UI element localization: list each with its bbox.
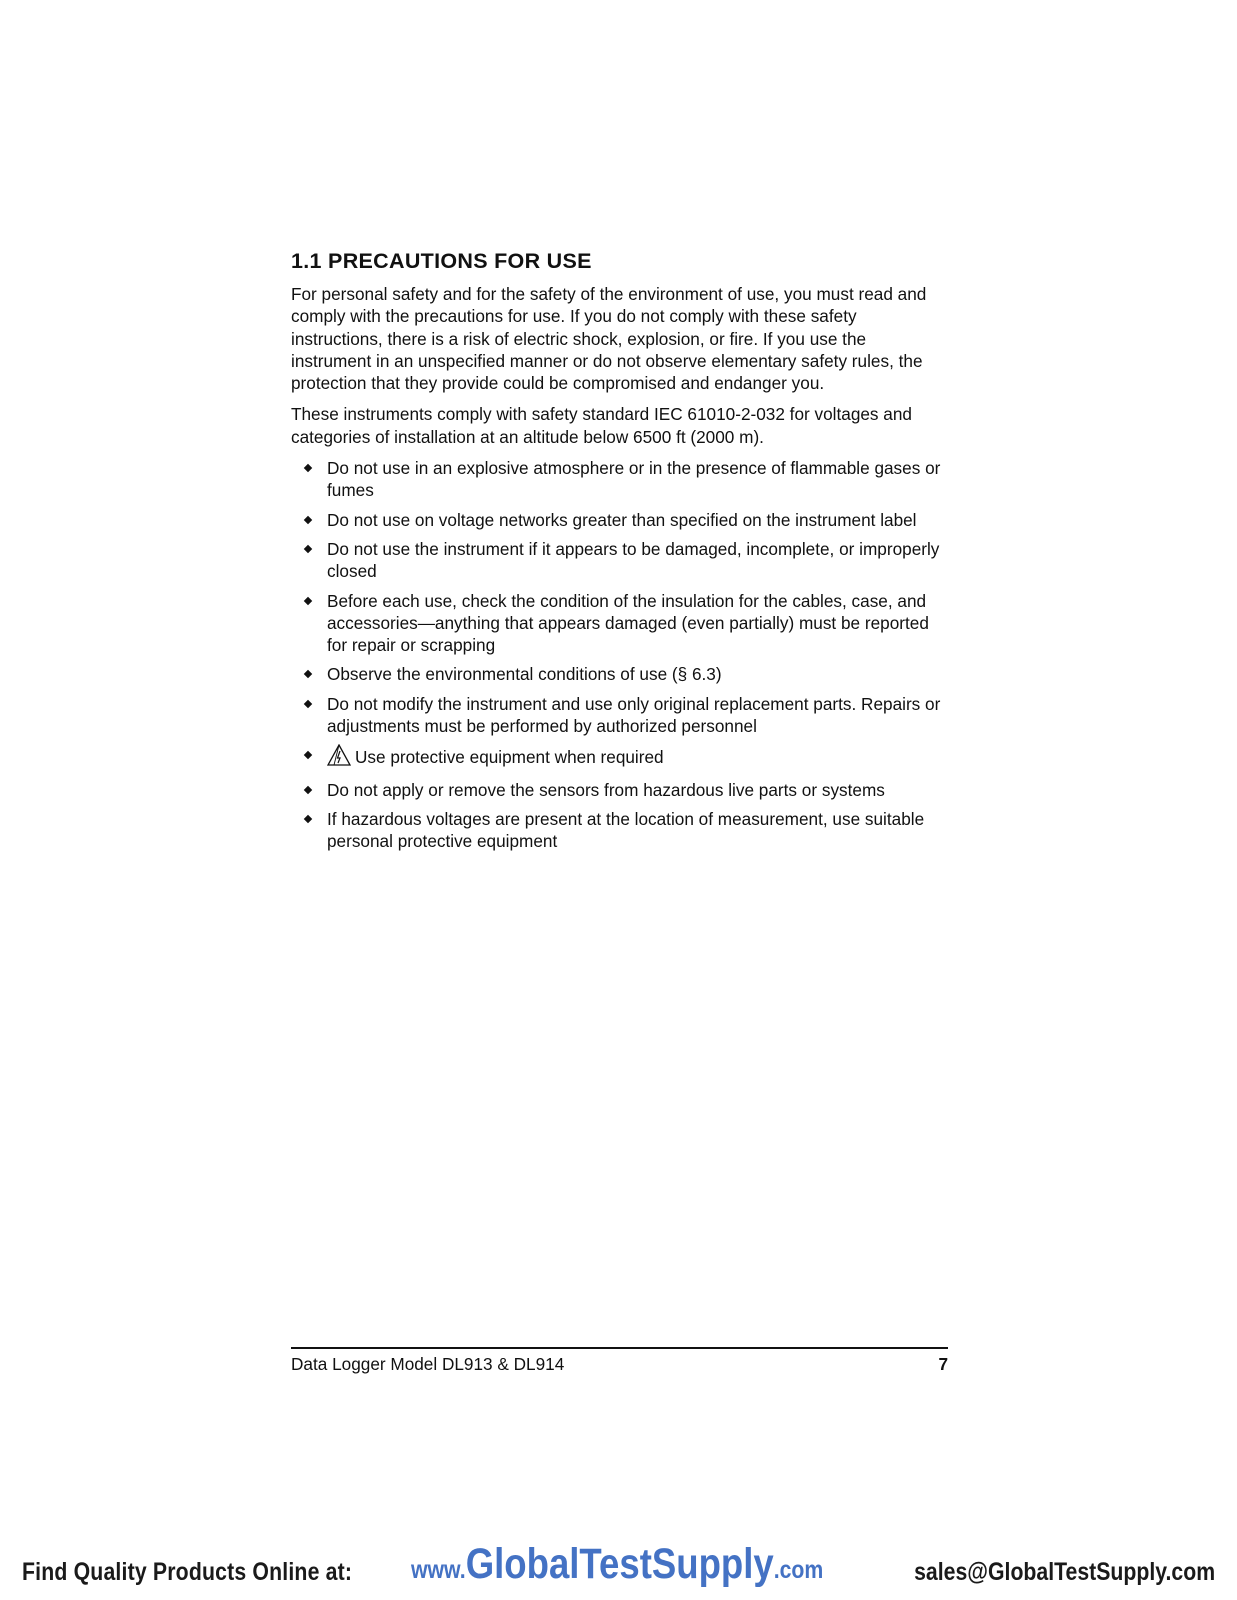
list-item [291,779,951,801]
footer-title: Data Logger Model DL913 & DL914 [291,1354,565,1374]
standards-paragraph: These instruments comply with safety standard IEC 61010-2-032 for voltages and categories of installation at an altitude below 6500 ft (2000 m). [291,404,912,447]
list-item-text: Do not modify the instrument and use only original replacement parts. Repairs or adjustments must be performed by authorized personnel [327,693,941,737]
bullet-diamond-icon [304,596,312,604]
bullet-diamond-icon [304,464,312,472]
precautions-list [291,457,951,852]
url-suffix: .com [773,1556,824,1584]
bullet-diamond-icon [304,751,312,759]
list-item-text: Do not use the instrument if it appears to be damaged, incomplete, or improperly closed [327,538,940,582]
list-item [291,590,951,657]
bullet-diamond-icon [304,785,312,793]
page-content [291,248,951,860]
url-main: GlobalTestSupply [465,1540,774,1588]
section-heading: 1.1 PRECAUTIONS FOR USE [291,249,592,273]
list-item [291,457,951,502]
list-item-text: Do not use in an explosive atmosphere or in the presence of flammable gases or fumes [327,458,941,501]
footer-divider [291,1347,948,1349]
email-link[interactable]: sales@GlobalTestSupply.com [914,1558,1215,1586]
list-item-text: Do not use on voltage networks greater than specified on the instrument label [327,509,917,530]
bullet-diamond-icon [304,815,312,823]
list-item-text: Do not apply or remove the sensors from hazardous live parts or systems [327,779,885,800]
list-item-text: Before each use, check the condition of the insulation for the cables, case, and accessories—anything that appears damaged (even partially) must be reported for repair or scrapping [327,590,929,656]
bullet-diamond-icon [304,545,312,553]
list-item-text: Observe the environmental conditions of use (§ 6.3) [327,664,722,685]
intro-paragraph: For personal safety and for the safety of the environment of use, you must read and comply with the precautions for use. If you do not comply with these safety instructions, there is a risk of electric shock, explosion, or fire. If you use the instrument in an unspecified manner or do not observe elementary safety rules, the protection that they provide could be compromised and endanger you. [291,284,927,394]
bullet-diamond-icon [304,515,312,523]
list-item-text: Use protective equipment when required [355,747,664,768]
promo-banner [0,1540,1237,1590]
website-link[interactable] [411,1540,823,1589]
page-number: 7 [938,1354,948,1374]
list-item [291,663,951,685]
bullet-diamond-icon [304,670,312,678]
list-item-text: If hazardous voltages are present at the location of measurement, use suitable personal protective equipment [327,808,925,852]
list-item [291,509,951,531]
list-item [291,744,951,771]
banner-tagline: Find Quality Products Online at: [22,1558,353,1586]
list-item [291,693,951,738]
warning-triangle-icon [327,744,351,771]
list-item [291,538,951,583]
list-item [291,808,951,853]
url-prefix: www. [411,1556,466,1584]
bullet-diamond-icon [304,700,312,708]
